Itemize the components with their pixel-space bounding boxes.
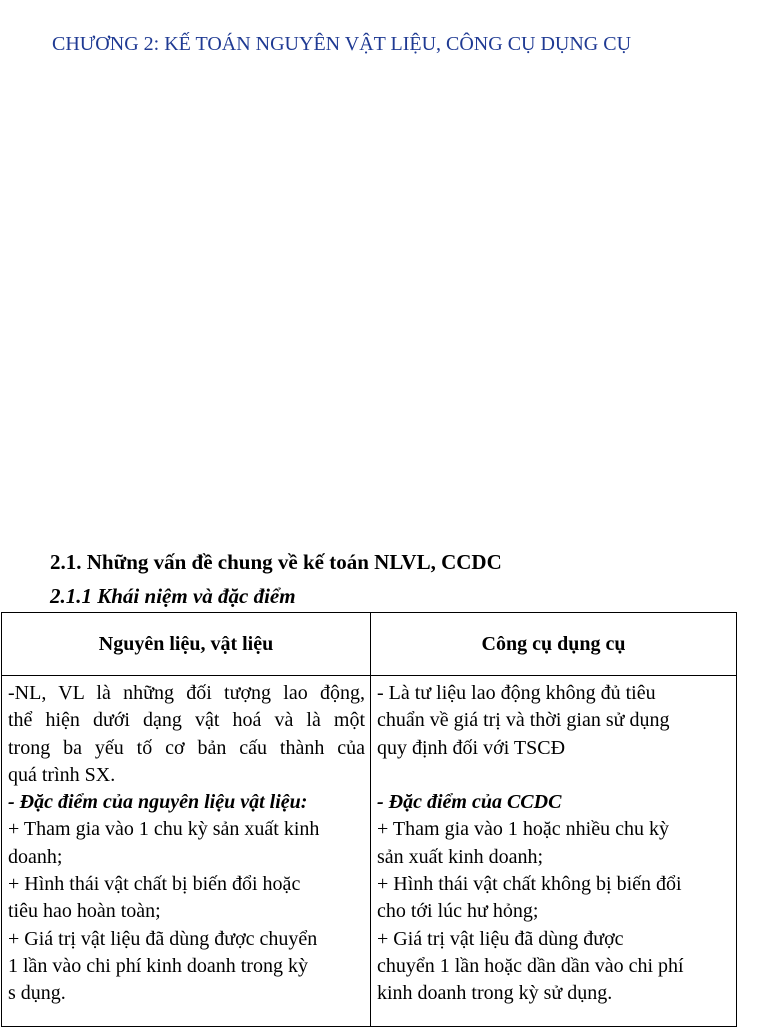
materials-feature-line: + Giá trị vật liệu đã dùng được chuyển: [8, 927, 318, 950]
tools-feature-line: + Hình thái vật chất không bị biến đổi: [377, 873, 682, 896]
header-materials: Nguyên liệu, vật liệu: [2, 613, 371, 676]
materials-feature-line: 1 lần vào chi phí kinh doanh trong kỳ: [8, 954, 308, 977]
tools-definition-line: quy định đối với TSCĐ: [377, 736, 566, 759]
tools-feature-line: chuyển 1 lần hoặc dần dần vào chi phí: [377, 954, 684, 977]
materials-features-title: - Đặc điểm của nguyên liệu vật liệu:: [8, 791, 308, 814]
materials-definition-line: trong ba yếu tố cơ bản cấu thành của: [8, 736, 365, 759]
tools-feature-line: sản xuất kinh doanh;: [377, 845, 544, 868]
tools-spacer-line: [377, 762, 731, 789]
section-heading: 2.1. Những vấn đề chung về kế toán NLVL, CCDC: [50, 550, 502, 574]
materials-definition-line: quá trình SX.: [8, 763, 116, 786]
subsection-heading: 2.1.1 Khái niệm và đặc điểm: [50, 584, 296, 608]
materials-definition-line: thể hiện dưới dạng vật hoá và là một: [8, 709, 365, 732]
tools-features-title: - Đặc điểm của CCDC: [377, 791, 562, 814]
materials-feature-line: tiêu hao hoàn toàn;: [8, 900, 161, 923]
header-tools: Công cụ dụng cụ: [371, 613, 737, 676]
tools-definition-line: - Là tư liệu lao động không đủ tiêu: [377, 682, 656, 704]
materials-feature-line: s dụng.: [8, 982, 66, 1005]
tools-definition-line: chuẩn về giá trị và thời gian sử dụng: [377, 709, 670, 732]
tools-feature-line: kinh doanh trong kỳ sử dụng.: [377, 982, 613, 1005]
comparison-table: [1, 612, 737, 1027]
materials-cell: [2, 676, 371, 1027]
materials-definition-line: -NL, VL là những đối tượng lao động,: [8, 682, 365, 704]
table-row: [2, 676, 737, 1027]
tools-cell: [371, 676, 737, 1027]
materials-feature-line: + Hình thái vật chất bị biến đổi hoặc: [8, 873, 301, 896]
table-header-row: [2, 613, 737, 676]
materials-feature-line: doanh;: [8, 845, 63, 868]
tools-feature-line: cho tới lúc hư hỏng;: [377, 900, 539, 923]
chapter-title: CHƯƠNG 2: KẾ TOÁN NGUYÊN VẬT LIỆU, CÔNG CỤ DỤNG CỤ: [52, 33, 632, 55]
materials-feature-line: + Tham gia vào 1 chu kỳ sản xuất kinh: [8, 818, 320, 841]
tools-feature-line: + Giá trị vật liệu đã dùng được: [377, 927, 624, 950]
tools-feature-line: + Tham gia vào 1 hoặc nhiều chu kỳ: [377, 818, 669, 841]
